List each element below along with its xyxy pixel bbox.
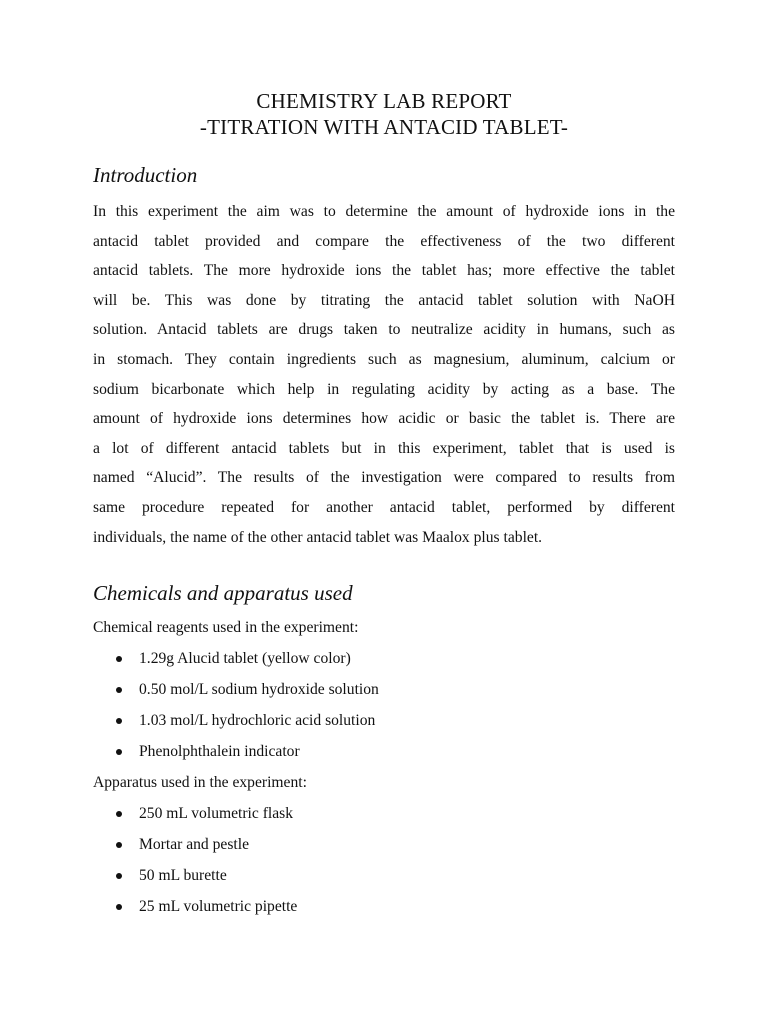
bullet-icon [116, 687, 122, 693]
list-item [116, 866, 297, 897]
bullet-icon [116, 749, 122, 755]
title-line-2: -TITRATION WITH ANTACID TABLET- [199, 115, 569, 139]
intro-line: In this experiment the aim was to determine the amount of hydroxide ions in the [93, 203, 675, 220]
apparatus-text: 250 mL volumetric flask [139, 805, 294, 822]
reagents-list [116, 649, 379, 773]
list-item [116, 804, 297, 835]
list-item [116, 835, 297, 866]
intro-line: antacid tablets. The more hydroxide ions the tablet has; more effective the tablet [93, 262, 675, 280]
introduction-paragraph [93, 197, 675, 552]
apparatus-label: Apparatus used in the experiment: [93, 774, 307, 791]
apparatus-list [116, 804, 297, 928]
apparatus-text: 50 mL burette [139, 867, 227, 884]
introduction-heading: Introduction [93, 163, 198, 187]
reagent-text: Phenolphthalein indicator [139, 743, 300, 760]
intro-line: amount of hydroxide ions determines how acidic or basic the tablet is. There are [93, 410, 675, 428]
bullet-icon [116, 904, 122, 910]
reagent-text: 0.50 mol/L sodium hydroxide solution [139, 681, 379, 698]
list-item [116, 742, 379, 773]
list-item [116, 680, 379, 711]
bullet-icon [116, 842, 122, 848]
bullet-icon [116, 873, 122, 879]
intro-line: a lot of different antacid tablets but in this experiment, tablet that is used is [93, 439, 675, 457]
list-item [116, 897, 297, 928]
chemicals-heading: Chemicals and apparatus used [93, 581, 353, 605]
bullet-icon [116, 718, 122, 724]
intro-line: in stomach. They contain ingredients such as magnesium, aluminum, calcium or [93, 350, 675, 368]
bullet-icon [116, 656, 122, 662]
intro-line: solution. Antacid tablets are drugs taken to neutralize acidity in humans, such as [93, 321, 675, 339]
list-item [116, 649, 379, 680]
intro-line: same procedure repeated for another antacid tablet, performed by different [93, 498, 675, 516]
reagents-label: Chemical reagents used in the experiment: [93, 619, 359, 636]
title-line-1: CHEMISTRY LAB REPORT [256, 89, 512, 113]
apparatus-text: 25 mL volumetric pipette [139, 898, 298, 915]
list-item [116, 711, 379, 742]
reagent-text: 1.03 mol/L hydrochloric acid solution [139, 712, 376, 729]
apparatus-text: Mortar and pestle [139, 836, 249, 853]
intro-line: will be. This was done by titrating the antacid tablet solution with NaOH [93, 291, 675, 309]
reagent-text: 1.29g Alucid tablet (yellow color) [139, 650, 351, 667]
intro-line: individuals, the name of the other antacid tablet was Maalox plus tablet. [93, 528, 543, 546]
report-title [0, 88, 768, 140]
intro-line: named “Alucid”. The results of the investigation were compared to results from [93, 469, 675, 487]
intro-line: sodium bicarbonate which help in regulating acidity by acting as a base. The [93, 380, 675, 398]
bullet-icon [116, 811, 122, 817]
intro-line: antacid tablet provided and compare the effectiveness of the two different [93, 232, 675, 250]
